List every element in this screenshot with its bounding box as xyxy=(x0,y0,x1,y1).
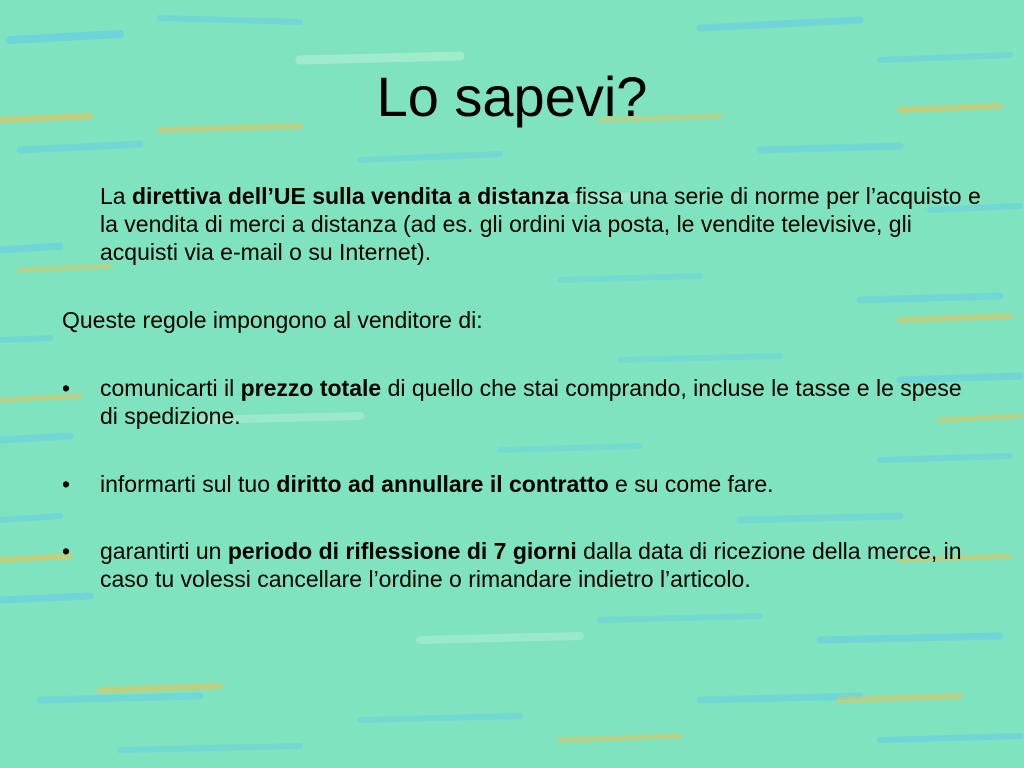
bullet-text xyxy=(100,470,962,498)
bullet-text-pre: garantirti un xyxy=(100,538,228,564)
bullet-text-pre: informarti sul tuo xyxy=(100,471,277,497)
lead-sentence: Queste regole impongono al venditore di: xyxy=(62,307,483,333)
bullet-text xyxy=(100,374,962,430)
bullet-item-total-price xyxy=(62,374,962,430)
bullet-text xyxy=(100,537,962,593)
bullet-item-cancellation-right xyxy=(62,470,962,498)
bullet-icon: • xyxy=(62,375,71,401)
intro-text-bold: direttiva dell’UE sulla vendita a distanza xyxy=(131,183,570,209)
bullet-text-post: dalla data di ricezione della merce, in caso tu volessi cancellare l’ordine o rimandare indietro l’articolo. xyxy=(100,538,962,592)
bullet-text-pre: comunicarti il xyxy=(100,375,241,401)
bullet-item-cooling-off-period xyxy=(62,537,962,593)
intro-text-post: fissa una serie di norme per l’acquisto e la vendita di merci a distanza (ad es. gli ordini via posta, le vendite televisive, gli acquisti via e-mail o su Internet). xyxy=(100,183,981,265)
bullet-icon: • xyxy=(62,538,71,564)
bullet-text-bold: prezzo totale xyxy=(240,375,382,401)
bullet-text-bold: diritto ad annullare il contratto xyxy=(276,471,609,497)
intro-paragraph xyxy=(100,182,990,266)
bullet-text-post: di quello che stai comprando, incluse le tasse e le spese di spedizione. xyxy=(100,375,962,429)
bullet-icon: • xyxy=(62,471,71,497)
bullet-text-post: e su come fare. xyxy=(608,471,774,497)
slide-title: Lo sapevi? xyxy=(376,65,648,128)
intro-text-pre: La xyxy=(100,183,132,209)
bullet-text-bold: periodo di riflessione di 7 giorni xyxy=(227,538,577,564)
